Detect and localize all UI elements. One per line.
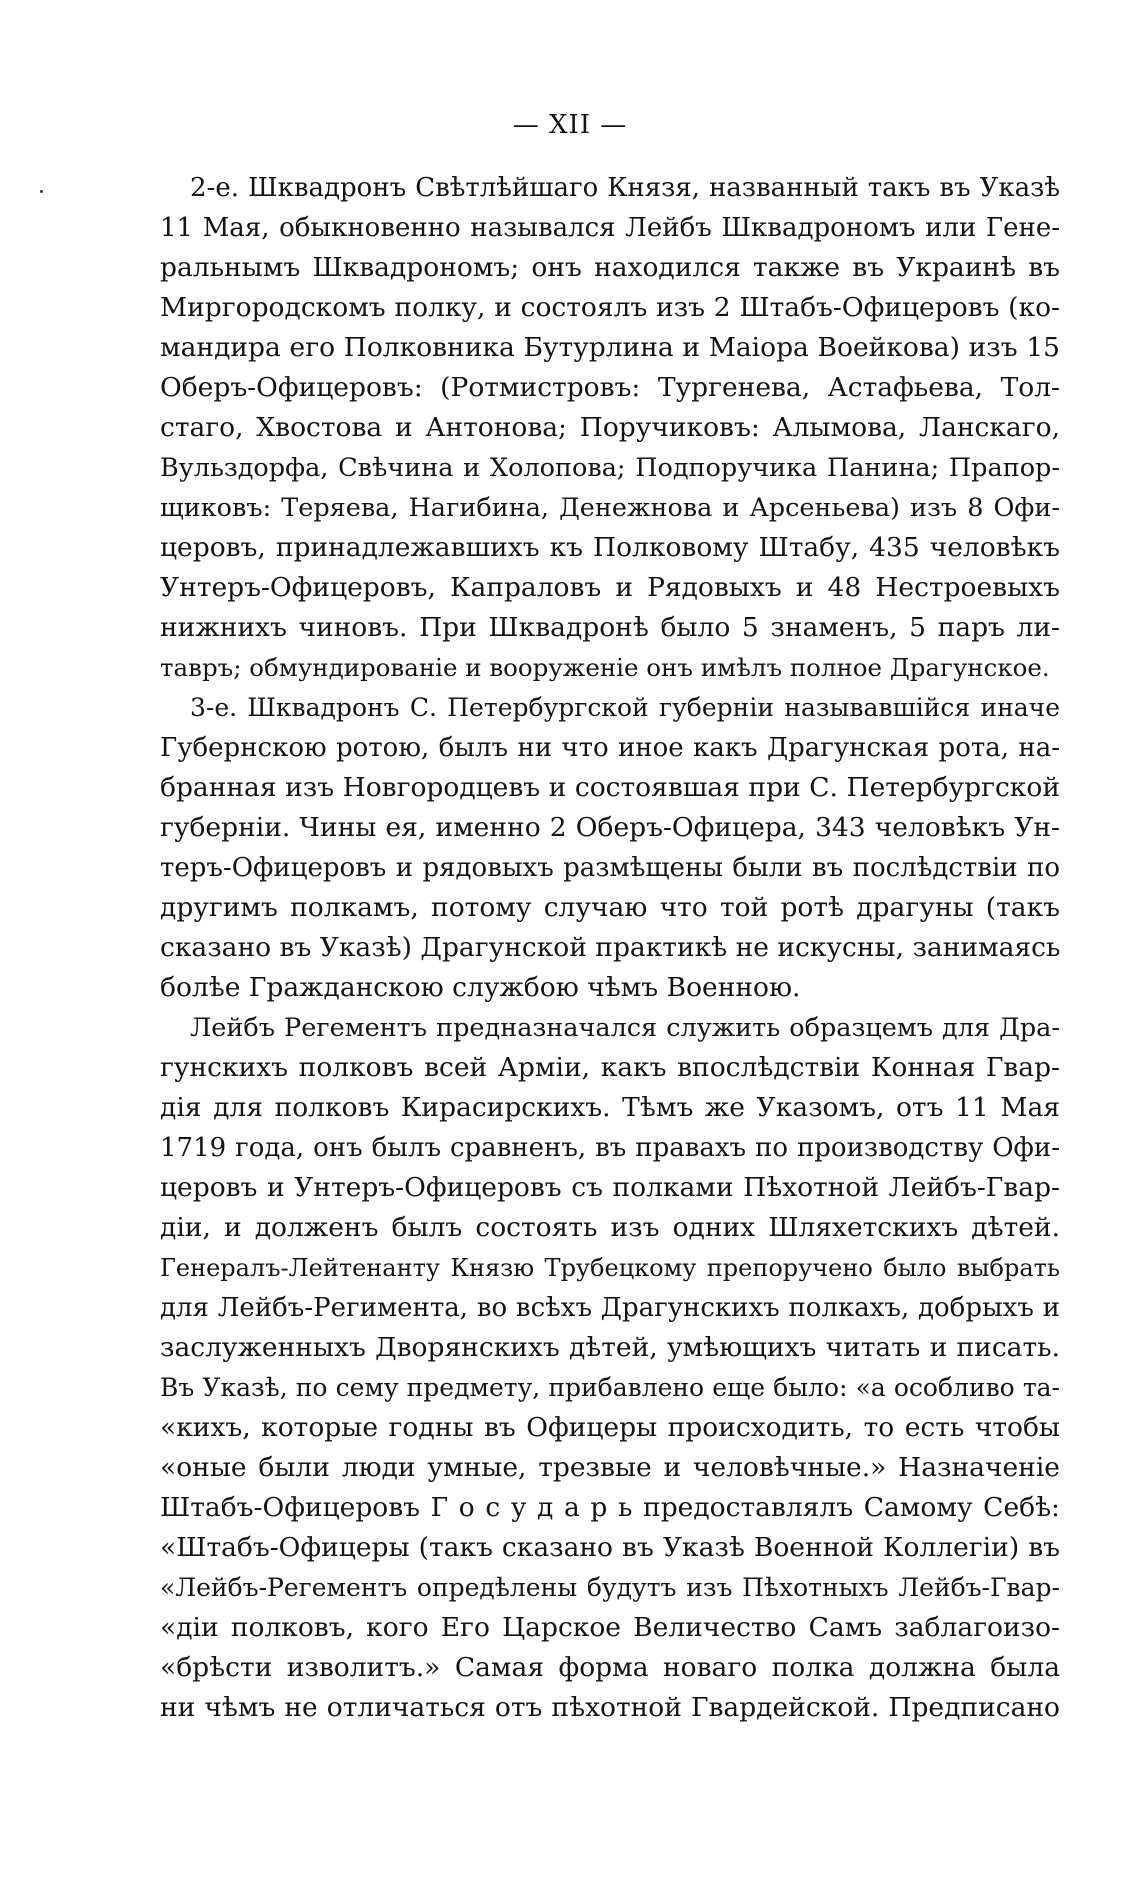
text-line: бранная изъ Новгородцевъ и состоявшая при С. Петербургской: [160, 772, 1060, 803]
text-line: заслуженныхъ Дворянскихъ дѣтей, умѣющихъ читать и писать.: [160, 1332, 1060, 1363]
text-line: діи, и долженъ былъ состоять изъ одних Шляхетскихъ дѣтей.: [160, 1212, 1060, 1243]
text-line: «кихъ, которые годны въ Офицеры происходить, то есть чтобы: [160, 1412, 1060, 1443]
text-line: тавръ; обмундированіе и вооруженіе онъ имѣлъ полное Драгунское.: [160, 653, 1050, 682]
text-line: мандира его Полковника Бутурлина и Маіора Воейкова) изъ 15: [160, 332, 1060, 363]
text-line: Оберъ-Офицеровъ: (Ротмистровъ: Тургенева, Астафьева, Тол-: [160, 372, 1060, 403]
text-line: 3-е. Шквадронъ С. Петербургской губерніи называвшійся иначе: [190, 693, 1060, 722]
text-line: «брѣсти изволитъ.» Самая форма новаго полка должна была: [160, 1652, 1060, 1683]
text-line: 11 Мая, обыкновенно называлcя Лейбъ Шквадрономъ или Гене-: [160, 213, 1060, 243]
text-line: «Штабъ-Офицеры (такъ сказано въ Указѣ Военной Коллегіи) въ: [160, 1532, 1060, 1563]
text-line: Губернскою ротою, былъ ни что иное какъ Драгунская рота, на-: [160, 733, 1060, 763]
text-line: «діи полковъ, кого Его Царское Величество Самъ заблагоизо-: [160, 1612, 1060, 1643]
text-line: Въ Указѣ, по сему предмету, прибавлено еще было: «а особливо та-: [160, 1373, 1060, 1402]
text-line: Штабъ-Офицеровъ Г о с у д а р ь предоставлялъ Самому Себѣ:: [160, 1492, 1060, 1523]
text-line: Лейбъ Регементъ предназначался служить образцемъ для Дра-: [190, 1013, 1060, 1043]
text-line: сказано въ Указѣ) Драгунской практикѣ не искусны, занимаясь: [160, 932, 1060, 963]
text-line: другимъ полкамъ, потому случаю что той ротѣ драгуны (такъ: [160, 892, 1060, 923]
text-line: ральнымъ Шквадрономъ; онъ находился также въ Украинѣ въ: [160, 252, 1060, 283]
text-line: нижнихъ чиновъ. При Шквадронѣ было 5 знаменъ, 5 паръ ли-: [160, 612, 1060, 643]
text-line: щиковъ: Теряева, Нагибина, Денежнова и Арсеньева) изъ 8 Офи-: [160, 493, 1060, 523]
text-line: стаго, Хвостова и Антонова; Поручиковъ: Алымова, Ланскаго,: [160, 412, 1060, 443]
text-line: Генералъ-Лейтенанту Князю Трубецкому препоручено было выбрать: [160, 1254, 1060, 1282]
ink-speck: [40, 190, 43, 193]
text-line: Унтеръ-Офицеровъ, Капраловъ и Рядовыхъ и 48 Нестроевыхъ: [160, 572, 1060, 603]
body-text: [160, 168, 1060, 1728]
text-line: Миргородскомъ полку, и состоялъ изъ 2 Штабъ-Офицеровъ (ко-: [160, 292, 1060, 323]
text-line: гунскихъ полковъ всей Арміи, какъ впослѣдствіи Конная Гвар-: [160, 1052, 1060, 1083]
text-line: «Лейбъ-Регементъ опредѣлены будутъ изъ Пѣхотныхъ Лейбъ-Гвар-: [160, 1573, 1060, 1602]
text-line: болѣе Гражданскою службою чѣмъ Военною.: [160, 972, 801, 1003]
text-line: «оные были люди умные, трезвые и человѣчные.» Назначеніе: [160, 1452, 1060, 1483]
text-line: ни чѣмъ не отличаться отъ пѣхотной Гвардейской. Предписано: [160, 1692, 1060, 1723]
text-line: Вульздорфа, Свѣчина и Холопова; Подпоручика Панина; Прапор-: [160, 453, 1060, 483]
text-line: губерніи. Чины ея, именно 2 Оберъ-Офицера, 343 человѣкъ Ун-: [160, 812, 1060, 843]
text-line: для Лейбъ-Регимента, во всѣхъ Драгунскихъ полкахъ, добрыхъ и: [160, 1293, 1060, 1323]
text-line: дія для полковъ Кирасирскихъ. Тѣмъ же Указомъ, отъ 11 Мая: [160, 1092, 1060, 1123]
text-line: теръ-Офицеровъ и рядовыхъ размѣщены были въ послѣдствіи по: [160, 853, 1060, 883]
text-line: 1719 года, онъ былъ сравненъ, въ правахъ по производству Офи-: [160, 1133, 1060, 1163]
page-number: — XII —: [512, 110, 628, 140]
text-line: церовъ и Унтеръ-Офицеровъ съ полками Пѣхотной Лейбъ-Гвар-: [160, 1172, 1060, 1203]
text-line: 2-е. Шквадронъ Свѣтлѣйшаго Князя, названный такъ въ Указѣ: [190, 173, 1060, 203]
text-line: церовъ, принадлежавшихъ къ Полковому Штабу, 435 человѣкъ: [160, 532, 1060, 563]
